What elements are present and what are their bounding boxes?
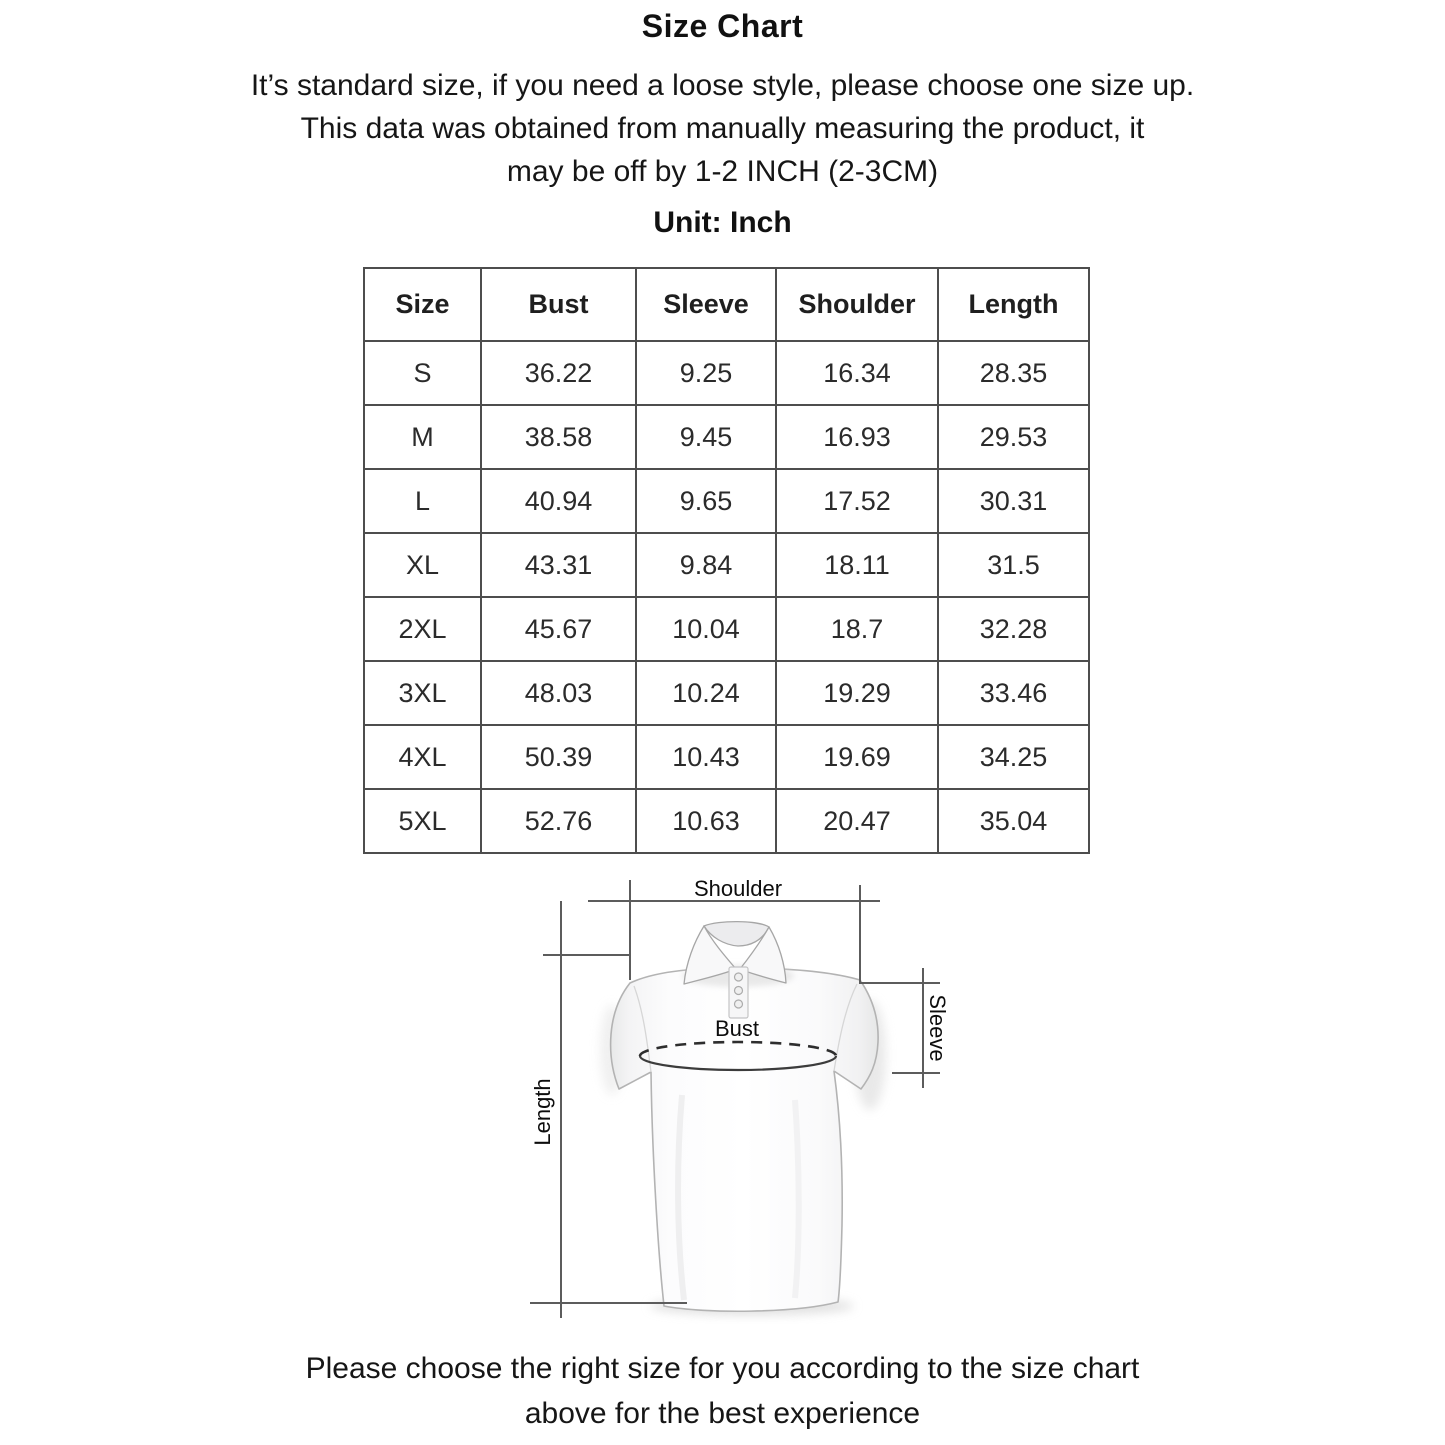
polo-shirt-illustration <box>611 922 878 1312</box>
cell-sleeve: 10.04 <box>636 597 776 661</box>
description-line-2: This data was obtained from manually measuring the product, it <box>300 112 1145 145</box>
bust-label: Bust <box>714 1016 760 1041</box>
cell-length: 33.46 <box>938 661 1089 725</box>
cell-shoulder: 17.52 <box>776 469 938 533</box>
cell-bust: 52.76 <box>481 789 636 853</box>
cell-size: 5XL <box>364 789 481 853</box>
sleeve-label: Sleeve <box>925 994 950 1062</box>
cell-sleeve: 10.24 <box>636 661 776 725</box>
cell-size: 2XL <box>364 597 481 661</box>
cell-length: 35.04 <box>938 789 1089 853</box>
table-header-row <box>364 268 1089 341</box>
table-row <box>364 597 1089 661</box>
column-header-sleeve: Sleeve <box>636 268 776 341</box>
cell-bust: 45.67 <box>481 597 636 661</box>
cell-bust: 38.58 <box>481 405 636 469</box>
table-row <box>364 469 1089 533</box>
cell-shoulder: 19.69 <box>776 725 938 789</box>
unit-label: Unit: Inch <box>653 206 792 239</box>
table-row <box>364 789 1089 853</box>
column-header-bust: Bust <box>481 268 636 341</box>
cell-size: L <box>364 469 481 533</box>
description <box>0 64 1445 193</box>
table-row <box>364 533 1089 597</box>
column-header-size: Size <box>364 268 481 341</box>
cell-sleeve: 9.45 <box>636 405 776 469</box>
cell-size: 3XL <box>364 661 481 725</box>
page-title: Size Chart <box>641 8 804 44</box>
size-table <box>363 267 1090 854</box>
shoulder-label: Shoulder <box>693 876 783 901</box>
cell-length: 30.31 <box>938 469 1089 533</box>
cell-length: 29.53 <box>938 405 1089 469</box>
footer-note <box>0 1346 1445 1436</box>
table-row <box>364 341 1089 405</box>
cell-bust: 48.03 <box>481 661 636 725</box>
description-line-3: may be off by 1-2 INCH (2-3CM) <box>506 155 939 188</box>
footer-line-2: above for the best experience <box>524 1397 921 1430</box>
cell-sleeve: 10.63 <box>636 789 776 853</box>
cell-size: M <box>364 405 481 469</box>
cell-shoulder: 20.47 <box>776 789 938 853</box>
shirt-measurement-diagram <box>500 860 980 1330</box>
cell-length: 32.28 <box>938 597 1089 661</box>
cell-shoulder: 18.7 <box>776 597 938 661</box>
column-header-length: Length <box>938 268 1089 341</box>
cell-length: 31.5 <box>938 533 1089 597</box>
cell-shoulder: 16.93 <box>776 405 938 469</box>
footer-line-1: Please choose the right size for you according to the size chart <box>305 1352 1140 1385</box>
table-row <box>364 405 1089 469</box>
button <box>735 973 743 981</box>
table-row <box>364 725 1089 789</box>
cell-sleeve: 9.25 <box>636 341 776 405</box>
column-header-shoulder: Shoulder <box>776 268 938 341</box>
cell-shoulder: 18.11 <box>776 533 938 597</box>
cell-sleeve: 9.84 <box>636 533 776 597</box>
size-table-body <box>364 341 1089 853</box>
description-line-1: It’s standard size, if you need a loose style, please choose one size up. <box>250 69 1195 102</box>
table-row <box>364 661 1089 725</box>
cell-size: S <box>364 341 481 405</box>
cell-bust: 36.22 <box>481 341 636 405</box>
cell-bust: 50.39 <box>481 725 636 789</box>
cell-sleeve: 9.65 <box>636 469 776 533</box>
cell-sleeve: 10.43 <box>636 725 776 789</box>
cell-size: XL <box>364 533 481 597</box>
cell-size: 4XL <box>364 725 481 789</box>
button <box>735 987 743 995</box>
cell-bust: 40.94 <box>481 469 636 533</box>
button <box>735 1000 743 1008</box>
length-label: Length <box>530 1078 555 1146</box>
cell-shoulder: 16.34 <box>776 341 938 405</box>
cell-length: 34.25 <box>938 725 1089 789</box>
cell-shoulder: 19.29 <box>776 661 938 725</box>
cell-bust: 43.31 <box>481 533 636 597</box>
cell-length: 28.35 <box>938 341 1089 405</box>
